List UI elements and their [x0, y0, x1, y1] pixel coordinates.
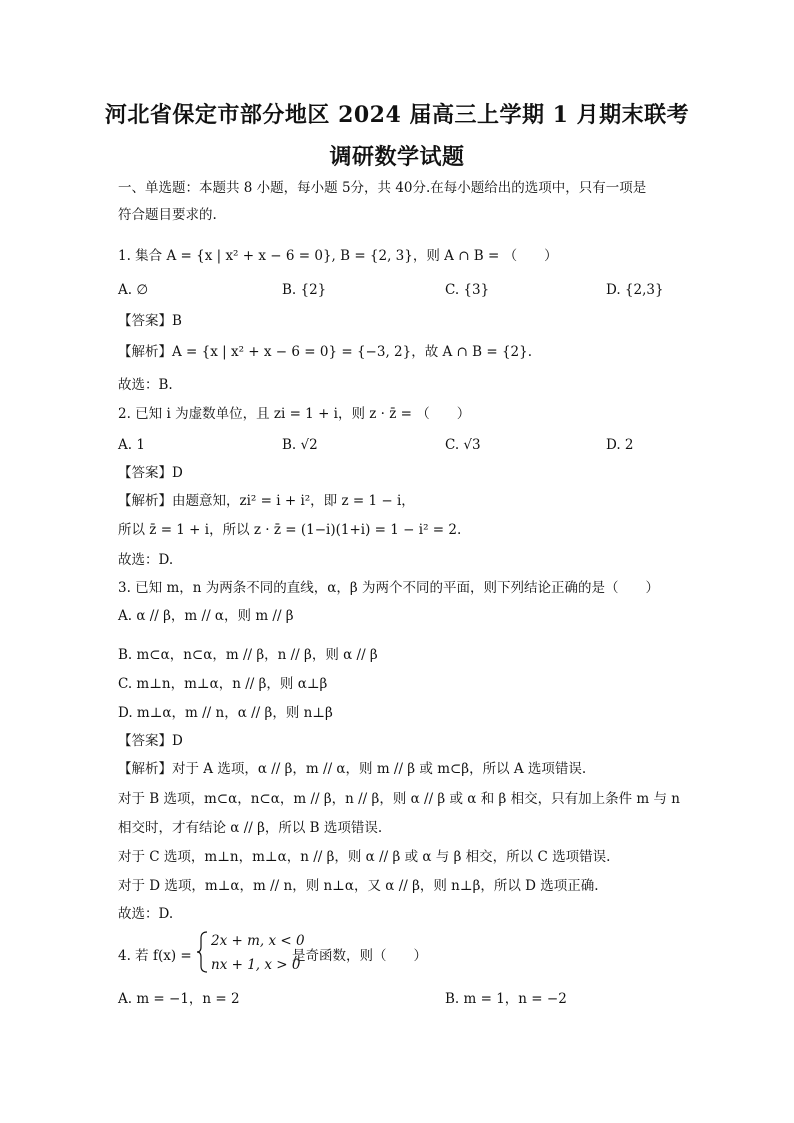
q2-stem: 2. 已知 i 为虚数单位，且 zi = 1 + i，则 z · z̄ = （ ） [118, 406, 471, 422]
section-heading: 一、单选题：本题共 8 小题，每小题 5分，共 40分.在每小题给出的选项中，只有一项是 [118, 180, 647, 196]
page-title: 河北省保定市部分地区 2024 届高三上学期 1 月期末联考 [104, 102, 690, 128]
q3-stem: 3. 已知 m，n 为两条不同的直线，α，β 为两个不同的平面，则下列结论正确的是（ ） [118, 580, 659, 596]
q2-answer: 【答案】D [118, 465, 183, 481]
q3-analysis-5: 对于 D 选项，m⊥α，m // n，则 n⊥α，又 α // β，则 n⊥β，所以 D 选项正确. [118, 878, 599, 894]
q4-case-1: 2x + m, x < 0 [211, 933, 305, 949]
q2-analysis-2: 所以 z̄ = 1 + i，所以 z · z̄ = (1−i)(1+i) = 1 − i² = 2. [118, 522, 462, 538]
q4-stem-prefix: 4. 若 f(x) = [118, 948, 192, 964]
q3-answer: 【答案】D [118, 733, 183, 749]
q2-option-c: C. √3 [445, 437, 481, 453]
q3-option-b: B. m⊂α，n⊂α，m // β，n // β，则 α // β [118, 647, 378, 663]
q2-option-b: B. √2 [282, 437, 318, 453]
q1-answer: 【答案】B [118, 313, 182, 329]
q2-analysis-1: 【解析】由题意知，zi² = i + i²，即 z = 1 − i， [118, 493, 415, 509]
q3-option-a: A. α // β，m // α，则 m // β [118, 608, 294, 624]
q2-option-a: A. 1 [118, 437, 145, 453]
q3-analysis-4: 对于 C 选项，m⊥n，m⊥α，n // β，则 α // β 或 α 与 β 相交，所以 C 选项错误. [118, 849, 611, 865]
q1-stem: 1. 集合 A = {x | x² + x − 6 = 0}, B = {2, 3}，则 A ∩ B = （ ） [118, 248, 558, 264]
q1-conclusion: 故选：B. [118, 377, 173, 393]
q1-option-d: D. {2,3} [606, 282, 664, 298]
section-heading-cont: 符合题目要求的. [118, 207, 217, 223]
q3-option-d: D. m⊥α，m // n，α // β，则 n⊥β [118, 705, 333, 721]
piecewise-brace-icon [195, 930, 209, 974]
q4-option-b: B. m = 1，n = −2 [445, 991, 567, 1007]
q3-analysis-3: 相交时，才有结论 α // β，所以 B 选项错误. [118, 820, 383, 836]
q4-stem-suffix: 是奇函数，则（ ） [292, 948, 427, 964]
q1-option-b: B. {2} [282, 282, 327, 298]
q2-conclusion: 故选：D. [118, 552, 174, 568]
q4-case-2: nx + 1, x > 0 [211, 957, 301, 973]
q3-analysis-1: 【解析】对于 A 选项，α // β，m // α，则 m // β 或 m⊂β，所以 A 选项错误. [118, 761, 587, 777]
q2-option-d: D. 2 [606, 437, 634, 453]
q3-option-c: C. m⊥n，m⊥α，n // β，则 α⊥β [118, 676, 328, 692]
q4-option-a: A. m = −1，n = 2 [118, 991, 240, 1007]
q1-option-a: A. ∅ [118, 282, 149, 298]
q3-conclusion: 故选：D. [118, 906, 174, 922]
q3-analysis-2: 对于 B 选项，m⊂α，n⊂α，m // β，n // β，则 α // β 或 α 和 β 相交，只有加上条件 m 与 n [118, 791, 680, 807]
page-subtitle: 调研数学试题 [329, 144, 465, 170]
q1-option-c: C. {3} [445, 282, 490, 298]
q1-analysis: 【解析】A = {x | x² + x − 6 = 0} = {−3, 2}，故 A ∩ B = {2}. [118, 344, 533, 360]
